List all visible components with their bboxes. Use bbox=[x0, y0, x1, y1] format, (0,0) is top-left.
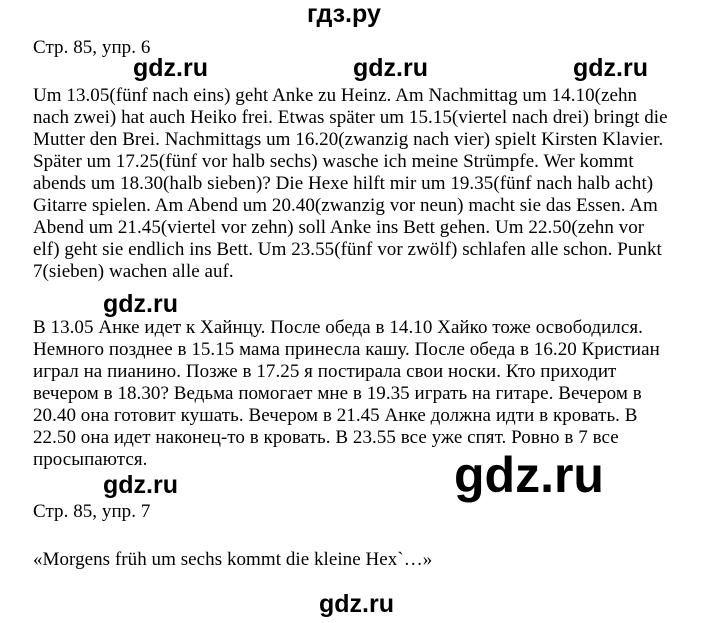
german-line: 7(sieben) wachen alle auf. bbox=[33, 261, 234, 282]
watermark: gdz.ru bbox=[353, 54, 428, 82]
german-line: Gitarre spielen. Am Abend um 20.40(zwanzig vor neun) macht sie das Essen. Am bbox=[33, 195, 658, 216]
russian-line: Немного позднее в 15.15 мама принесла кашу. После обеда в 16.20 Кристиан bbox=[33, 339, 660, 360]
footer-site-mark: gdz.ru bbox=[319, 590, 394, 618]
german-line: Mutter den Brei. Nachmittags um 16.20(zwanzig nach vier) spielt Kirsten Klavier. bbox=[33, 129, 664, 150]
exercise-6-heading: Стр. 85, упр. 6 bbox=[33, 37, 151, 58]
exercise-7-heading: Стр. 85, упр. 7 bbox=[33, 501, 151, 522]
russian-line: играл на пианино. Позже в 17.25 я постирала свои носки. Кто приходит bbox=[33, 361, 617, 382]
russian-line: 22.50 она идет наконец-то в кровать. В 23.55 все уже спят. Ровно в 7 все bbox=[33, 427, 619, 448]
russian-line: просыпаются. bbox=[33, 449, 148, 470]
russian-line: 20.40 она готовит кушать. Вечером в 21.45 Анке должна идти в кровать. В bbox=[33, 405, 638, 426]
watermark: gdz.ru bbox=[573, 54, 648, 82]
site-header-title: гдз.ру bbox=[307, 0, 381, 28]
german-line: Später um 17.25(fünf vor halb sechs) wasche ich meine Strümpfe. Wer kommt bbox=[33, 151, 634, 172]
german-line: nach zwei) hat auch Heiko frei. Etwas später um 15.15(viertel nach drei) bringt die bbox=[33, 107, 668, 128]
russian-line: вечером в 18.30? Ведьма помогает мне в 19.35 играть на гитаре. Вечером в bbox=[33, 383, 642, 404]
german-line: Abend um 21.45(viertel vor zehn) soll Anke ins Bett gehen. Um 22.50(zehn vor bbox=[33, 217, 645, 238]
russian-line: В 13.05 Анке идет к Хайнцу. После обеда в 14.10 Хайко тоже освободился. bbox=[33, 317, 643, 338]
german-line: elf) geht sie endlich ins Bett. Um 23.55(fünf vor zwölf) schlafen alle schon. Punkt bbox=[33, 239, 662, 260]
watermark-large: gdz.ru bbox=[454, 447, 604, 503]
german-line: Um 13.05(fünf nach eins) geht Anke zu Heinz. Am Nachmittag um 14.10(zehn bbox=[33, 85, 638, 106]
exercise-7-quote: «Morgens früh um sechs kommt die kleine Hex`…» bbox=[33, 549, 433, 570]
watermark: gdz.ru bbox=[103, 471, 178, 499]
watermark: gdz.ru bbox=[103, 290, 178, 318]
watermark: gdz.ru bbox=[133, 54, 208, 82]
german-line: abends um 18.30(halb sieben)? Die Hexe hilft mir um 19.35(fünf nach halb acht) bbox=[33, 173, 654, 194]
